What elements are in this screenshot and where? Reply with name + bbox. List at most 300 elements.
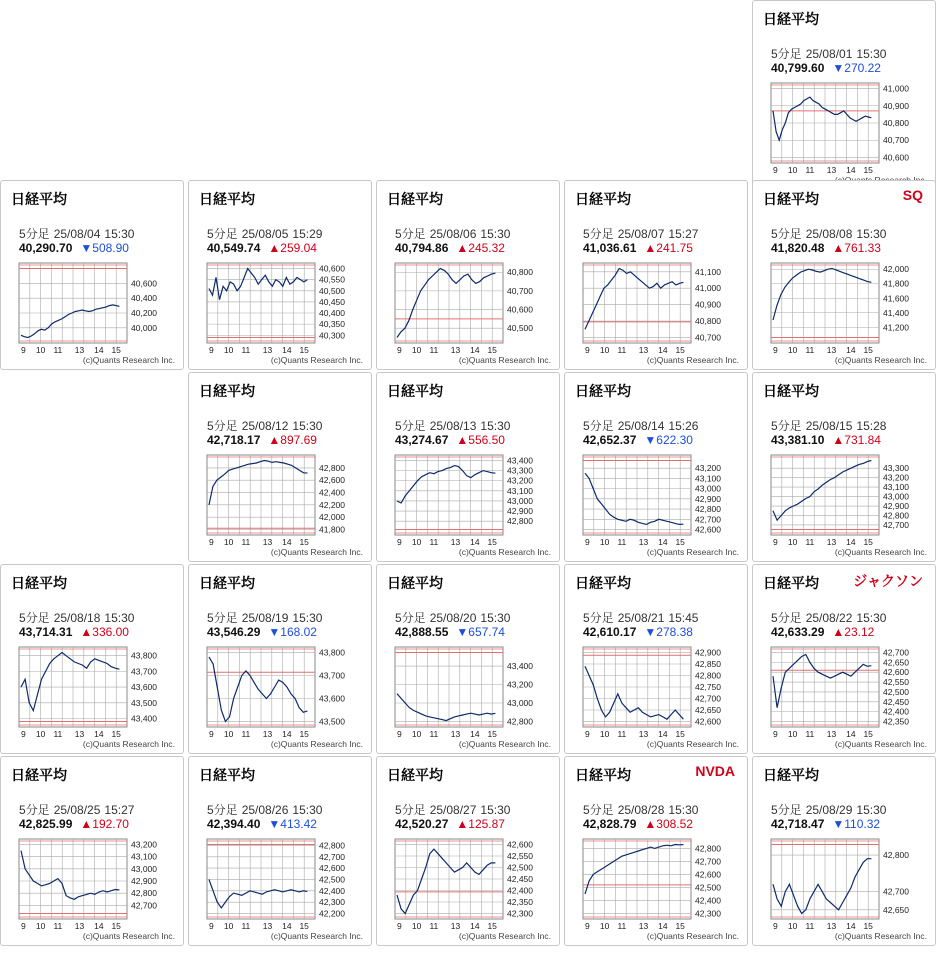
x-tick-label: 15 bbox=[863, 165, 873, 173]
x-tick-label: 11 bbox=[241, 345, 251, 353]
x-tick-label: 11 bbox=[617, 729, 627, 737]
y-tick-label: 40,800 bbox=[883, 118, 909, 128]
timestamp bbox=[771, 417, 890, 434]
y-tick-label: 42,900 bbox=[131, 876, 157, 887]
timestamp bbox=[771, 801, 890, 818]
y-tick-label: 43,300 bbox=[507, 465, 533, 476]
y-tick-label: 40,600 bbox=[883, 152, 909, 163]
price-box bbox=[207, 433, 317, 447]
copyright: (c)Quants Research Inc. bbox=[82, 739, 175, 749]
y-tick-label: 40,350 bbox=[319, 319, 345, 330]
intraday-chart bbox=[189, 641, 372, 737]
x-tick-label: 11 bbox=[617, 345, 627, 353]
time-label: 15:45 bbox=[668, 611, 699, 625]
x-tick-label: 10 bbox=[599, 921, 610, 929]
nikkei-panel bbox=[188, 564, 372, 754]
copyright: (c)Quants Research Inc. bbox=[270, 739, 363, 749]
y-tick-label: 41,800 bbox=[319, 524, 345, 535]
y-tick-label: 43,200 bbox=[883, 472, 909, 483]
intraday-chart bbox=[565, 449, 748, 545]
x-tick-label: 15 bbox=[299, 921, 309, 929]
x-tick-label: 13 bbox=[826, 921, 837, 929]
x-tick-label: 10 bbox=[223, 729, 234, 737]
close-price: 40,794.86 bbox=[395, 241, 449, 255]
y-tick-label: 42,700 bbox=[131, 900, 157, 911]
y-tick-label: 42,700 bbox=[319, 851, 345, 862]
x-tick-label: 15 bbox=[487, 921, 497, 929]
price-change: ▲897.69 bbox=[268, 433, 317, 447]
x-tick-label: 9 bbox=[208, 345, 214, 353]
x-tick-label: 15 bbox=[675, 729, 685, 737]
price-box bbox=[771, 817, 880, 831]
interval-label: 5分足 bbox=[395, 803, 426, 817]
timestamp bbox=[207, 801, 326, 818]
y-tick-label: 41,400 bbox=[883, 307, 909, 318]
interval-label: 5分足 bbox=[19, 611, 50, 625]
x-tick-label: 13 bbox=[74, 729, 85, 737]
x-tick-label: 14 bbox=[470, 921, 480, 929]
intraday-chart bbox=[565, 641, 748, 737]
close-price: 40,799.60 bbox=[771, 61, 825, 75]
price-change: ▲259.04 bbox=[268, 241, 317, 255]
x-tick-label: 13 bbox=[450, 729, 461, 737]
nikkei-panel bbox=[376, 372, 560, 562]
intraday-chart bbox=[753, 449, 936, 545]
x-tick-label: 11 bbox=[429, 537, 439, 545]
y-tick-label: 42,400 bbox=[319, 487, 345, 498]
price-box bbox=[207, 241, 317, 255]
y-tick-label: 42,800 bbox=[695, 843, 721, 854]
x-tick-label: 15 bbox=[675, 921, 685, 929]
date-label: 25/08/07 bbox=[617, 227, 665, 241]
close-price: 42,888.55 bbox=[395, 625, 449, 639]
date-label: 25/08/14 bbox=[617, 419, 665, 433]
panel-title: 日経平均 bbox=[199, 191, 255, 207]
panel-title: 日経平均 bbox=[387, 575, 443, 591]
price-change: ▲336.00 bbox=[80, 625, 129, 639]
x-tick-label: 9 bbox=[20, 345, 26, 353]
interval-label: 5分足 bbox=[583, 419, 614, 433]
x-tick-label: 15 bbox=[487, 537, 497, 545]
x-tick-label: 9 bbox=[208, 537, 214, 545]
x-tick-label: 13 bbox=[450, 921, 461, 929]
copyright: (c)Quants Research Inc. bbox=[270, 931, 363, 941]
x-tick-label: 14 bbox=[658, 345, 668, 353]
x-tick-label: 9 bbox=[20, 729, 26, 737]
y-tick-label: 42,450 bbox=[883, 696, 909, 707]
timestamp bbox=[583, 417, 702, 434]
close-price: 43,714.31 bbox=[19, 625, 73, 639]
interval-label: 5分足 bbox=[207, 803, 238, 817]
x-tick-label: 11 bbox=[429, 345, 439, 353]
time-label: 15:26 bbox=[668, 419, 699, 433]
price-change: ▲23.12 bbox=[832, 625, 875, 639]
y-tick-label: 43,300 bbox=[883, 463, 909, 474]
nikkei-panel bbox=[752, 180, 936, 370]
close-price: 42,610.17 bbox=[583, 625, 637, 639]
y-tick-label: 42,700 bbox=[883, 886, 909, 897]
y-tick-label: 41,000 bbox=[695, 283, 721, 294]
x-tick-label: 11 bbox=[617, 537, 627, 545]
y-tick-label: 42,800 bbox=[507, 716, 533, 727]
y-tick-label: 42,700 bbox=[695, 856, 721, 867]
x-tick-label: 15 bbox=[675, 345, 685, 353]
panel-title: 日経平均 bbox=[763, 11, 819, 27]
y-tick-label: 40,900 bbox=[695, 299, 721, 310]
y-tick-label: 42,500 bbox=[319, 874, 345, 885]
price-change: ▲245.32 bbox=[456, 241, 505, 255]
copyright: (c)Quants Research Inc. bbox=[834, 739, 927, 749]
interval-label: 5分足 bbox=[207, 419, 238, 433]
interval-label: 5分足 bbox=[583, 611, 614, 625]
x-tick-label: 13 bbox=[826, 165, 837, 173]
intraday-chart bbox=[377, 449, 560, 545]
time-label: 15:29 bbox=[292, 227, 323, 241]
interval-label: 5分足 bbox=[771, 611, 802, 625]
price-box bbox=[395, 817, 505, 831]
time-label: 15:30 bbox=[480, 419, 511, 433]
interval-label: 5分足 bbox=[395, 227, 426, 241]
x-tick-label: 14 bbox=[846, 345, 856, 353]
y-tick-label: 42,600 bbox=[883, 667, 909, 678]
x-tick-label: 9 bbox=[772, 729, 778, 737]
x-tick-label: 10 bbox=[787, 921, 798, 929]
y-tick-label: 42,800 bbox=[695, 504, 721, 515]
panel-title: 日経平均 bbox=[199, 575, 255, 591]
y-tick-label: 42,500 bbox=[883, 686, 909, 697]
copyright: (c)Quants Research Inc. bbox=[458, 739, 551, 749]
x-tick-label: 10 bbox=[599, 537, 610, 545]
x-tick-label: 15 bbox=[487, 345, 497, 353]
x-tick-label: 15 bbox=[863, 921, 873, 929]
time-label: 15:30 bbox=[856, 227, 887, 241]
x-tick-label: 9 bbox=[584, 537, 590, 545]
x-tick-label: 9 bbox=[396, 729, 402, 737]
intraday-chart bbox=[189, 257, 372, 353]
panel-title: 日経平均 bbox=[575, 575, 631, 591]
y-tick-label: 42,400 bbox=[319, 885, 345, 896]
timestamp bbox=[207, 225, 326, 242]
copyright: (c)Quants Research Inc. bbox=[834, 931, 927, 941]
x-tick-label: 10 bbox=[787, 537, 798, 545]
price-change: ▲125.87 bbox=[456, 817, 505, 831]
timestamp bbox=[395, 609, 514, 626]
timestamp bbox=[19, 609, 138, 626]
price-change: ▼270.22 bbox=[832, 61, 881, 75]
x-tick-label: 10 bbox=[411, 345, 422, 353]
y-tick-label: 42,700 bbox=[883, 647, 909, 658]
x-tick-label: 11 bbox=[53, 921, 63, 929]
y-tick-label: 42,650 bbox=[883, 904, 909, 915]
x-tick-label: 10 bbox=[35, 921, 46, 929]
time-label: 15:27 bbox=[104, 803, 135, 817]
x-tick-label: 9 bbox=[772, 537, 778, 545]
copyright: (c)Quants Research Inc. bbox=[646, 547, 739, 557]
panel-title: 日経平均 bbox=[11, 767, 67, 783]
y-tick-label: 41,000 bbox=[883, 83, 909, 94]
x-tick-label: 14 bbox=[282, 921, 292, 929]
y-tick-label: 40,800 bbox=[507, 267, 533, 278]
x-tick-label: 15 bbox=[863, 537, 873, 545]
intraday-chart bbox=[377, 257, 560, 353]
price-box bbox=[771, 625, 874, 639]
x-tick-label: 13 bbox=[826, 537, 837, 545]
y-tick-label: 42,650 bbox=[883, 657, 909, 668]
y-tick-label: 42,350 bbox=[507, 896, 533, 907]
copyright: (c)Quants Research Inc. bbox=[646, 931, 739, 941]
price-box bbox=[19, 241, 129, 255]
y-tick-label: 42,600 bbox=[695, 524, 721, 535]
time-label: 15:27 bbox=[668, 227, 699, 241]
price-change: ▼278.38 bbox=[644, 625, 693, 639]
price-box bbox=[771, 61, 881, 75]
y-tick-label: 42,750 bbox=[695, 682, 721, 692]
interval-label: 5分足 bbox=[207, 611, 238, 625]
date-label: 25/08/27 bbox=[429, 803, 477, 817]
nikkei-panel bbox=[752, 564, 936, 754]
time-label: 15:30 bbox=[292, 803, 323, 817]
y-tick-label: 43,600 bbox=[319, 693, 345, 704]
timestamp bbox=[395, 417, 514, 434]
y-tick-label: 42,900 bbox=[507, 506, 533, 517]
date-label: 25/08/19 bbox=[241, 611, 289, 625]
price-change: ▲308.52 bbox=[644, 817, 693, 831]
interval-label: 5分足 bbox=[19, 803, 50, 817]
time-label: 15:30 bbox=[856, 611, 887, 625]
y-tick-label: 43,700 bbox=[319, 670, 345, 681]
interval-label: 5分足 bbox=[19, 227, 50, 241]
y-tick-label: 42,400 bbox=[695, 895, 721, 906]
price-box bbox=[771, 241, 881, 255]
date-label: 25/08/28 bbox=[617, 803, 665, 817]
intraday-chart bbox=[753, 641, 936, 737]
panel-title: 日経平均 bbox=[763, 575, 819, 591]
x-tick-label: 15 bbox=[863, 729, 873, 737]
price-change: ▲241.75 bbox=[644, 241, 693, 255]
nikkei-panel bbox=[564, 372, 748, 562]
y-tick-label: 42,700 bbox=[695, 693, 721, 704]
x-tick-label: 11 bbox=[805, 537, 815, 545]
x-tick-label: 14 bbox=[470, 537, 480, 545]
y-tick-label: 43,000 bbox=[507, 697, 533, 708]
interval-label: 5分足 bbox=[771, 419, 802, 433]
close-price: 42,633.29 bbox=[771, 625, 825, 639]
x-tick-label: 15 bbox=[487, 729, 497, 737]
x-tick-label: 14 bbox=[282, 345, 292, 353]
x-tick-label: 10 bbox=[411, 537, 422, 545]
x-tick-label: 14 bbox=[94, 729, 104, 737]
date-label: 25/08/01 bbox=[805, 47, 853, 61]
timestamp bbox=[395, 801, 514, 818]
close-price: 42,718.47 bbox=[771, 817, 825, 831]
x-tick-label: 14 bbox=[282, 537, 292, 545]
panel-title: 日経平均 bbox=[763, 383, 819, 399]
x-tick-label: 10 bbox=[411, 729, 422, 737]
x-tick-label: 10 bbox=[787, 345, 798, 353]
x-tick-label: 10 bbox=[223, 537, 234, 545]
nikkei-panel bbox=[188, 372, 372, 562]
price-box bbox=[207, 625, 317, 639]
x-tick-label: 11 bbox=[617, 921, 627, 929]
timestamp bbox=[583, 609, 702, 626]
y-tick-label: 42,800 bbox=[883, 510, 909, 521]
x-tick-label: 13 bbox=[74, 345, 85, 353]
copyright: (c)Quants Research Inc. bbox=[458, 931, 551, 941]
time-label: 15:30 bbox=[292, 419, 323, 433]
price-box bbox=[771, 433, 881, 447]
y-tick-label: 42,350 bbox=[883, 716, 909, 727]
intraday-chart bbox=[189, 449, 372, 545]
price-box bbox=[395, 241, 505, 255]
y-tick-label: 42,300 bbox=[695, 908, 721, 919]
x-tick-label: 11 bbox=[429, 729, 439, 737]
y-tick-label: 41,600 bbox=[883, 293, 909, 304]
panel-title: 日経平均 bbox=[387, 767, 443, 783]
price-box bbox=[207, 817, 317, 831]
intraday-chart bbox=[377, 641, 560, 737]
interval-label: 5分足 bbox=[771, 227, 802, 241]
nikkei-panel bbox=[376, 756, 560, 946]
intraday-chart bbox=[377, 833, 560, 929]
x-tick-label: 14 bbox=[94, 921, 104, 929]
nikkei-panel bbox=[564, 180, 748, 370]
date-label: 25/08/15 bbox=[805, 419, 853, 433]
y-tick-label: 43,100 bbox=[883, 482, 909, 493]
date-label: 25/08/04 bbox=[53, 227, 101, 241]
y-tick-label: 42,900 bbox=[695, 647, 721, 658]
y-tick-label: 42,300 bbox=[507, 908, 533, 919]
nikkei-panel bbox=[752, 756, 936, 946]
price-change: ▲556.50 bbox=[456, 433, 505, 447]
y-tick-label: 43,200 bbox=[507, 475, 533, 486]
x-tick-label: 13 bbox=[262, 729, 273, 737]
panel-title: 日経平均 bbox=[387, 383, 443, 399]
time-label: 15:30 bbox=[104, 227, 135, 241]
interval-label: 5分足 bbox=[583, 227, 614, 241]
y-tick-label: 42,650 bbox=[695, 704, 721, 715]
price-change: ▼622.30 bbox=[644, 433, 693, 447]
x-tick-label: 14 bbox=[658, 537, 668, 545]
panel-title: 日経平均 bbox=[763, 191, 819, 207]
y-tick-label: 42,200 bbox=[319, 499, 345, 510]
y-tick-label: 42,800 bbox=[883, 850, 909, 861]
price-box bbox=[395, 625, 505, 639]
price-change: ▲192.70 bbox=[80, 817, 129, 831]
y-tick-label: 42,800 bbox=[131, 888, 157, 899]
x-tick-label: 9 bbox=[584, 345, 590, 353]
y-tick-label: 42,600 bbox=[695, 869, 721, 880]
close-price: 40,290.70 bbox=[19, 241, 73, 255]
intraday-chart bbox=[1, 833, 184, 929]
panel-title: 日経平均 bbox=[11, 575, 67, 591]
time-label: 15:30 bbox=[668, 803, 699, 817]
y-tick-label: 40,600 bbox=[507, 304, 533, 315]
x-tick-label: 11 bbox=[429, 921, 439, 929]
timestamp bbox=[19, 225, 138, 242]
y-tick-label: 42,000 bbox=[883, 264, 909, 275]
panel-title: 日経平均 bbox=[199, 383, 255, 399]
panel-title: 日経平均 bbox=[575, 191, 631, 207]
y-tick-label: 42,600 bbox=[319, 863, 345, 874]
y-tick-label: 43,800 bbox=[131, 650, 157, 661]
y-tick-label: 40,800 bbox=[695, 316, 721, 327]
timestamp bbox=[583, 225, 702, 242]
time-label: 15:30 bbox=[480, 227, 511, 241]
price-box bbox=[395, 433, 505, 447]
x-tick-label: 9 bbox=[584, 729, 590, 737]
time-label: 15:30 bbox=[856, 47, 887, 61]
y-tick-label: 43,100 bbox=[131, 851, 157, 862]
x-tick-label: 15 bbox=[111, 729, 121, 737]
copyright: (c)Quants Research Inc. bbox=[270, 355, 363, 365]
intraday-chart bbox=[753, 257, 936, 353]
copyright: (c)Quants Research Inc. bbox=[82, 931, 175, 941]
event-tag: NVDA bbox=[695, 763, 735, 779]
x-tick-label: 15 bbox=[299, 345, 309, 353]
x-tick-label: 9 bbox=[772, 921, 778, 929]
y-tick-label: 42,800 bbox=[319, 840, 345, 851]
x-tick-label: 13 bbox=[450, 345, 461, 353]
interval-label: 5分足 bbox=[583, 803, 614, 817]
time-label: 15:30 bbox=[292, 611, 323, 625]
time-label: 15:30 bbox=[480, 803, 511, 817]
y-tick-label: 40,400 bbox=[131, 293, 157, 304]
copyright: (c)Quants Research Inc. bbox=[270, 547, 363, 557]
x-tick-label: 15 bbox=[299, 729, 309, 737]
y-tick-label: 42,400 bbox=[883, 706, 909, 717]
y-tick-label: 42,700 bbox=[695, 514, 721, 525]
close-price: 43,274.67 bbox=[395, 433, 449, 447]
y-tick-label: 42,500 bbox=[507, 862, 533, 873]
x-tick-label: 11 bbox=[241, 921, 251, 929]
y-tick-label: 42,450 bbox=[507, 874, 533, 884]
price-change: ▼508.90 bbox=[80, 241, 129, 255]
x-tick-label: 14 bbox=[846, 537, 856, 545]
y-tick-label: 42,600 bbox=[319, 475, 345, 486]
panel-title: 日経平均 bbox=[387, 191, 443, 207]
x-tick-label: 14 bbox=[470, 729, 480, 737]
y-tick-label: 42,000 bbox=[319, 512, 345, 523]
x-tick-label: 13 bbox=[262, 345, 273, 353]
y-tick-label: 40,700 bbox=[695, 332, 721, 343]
close-price: 42,520.27 bbox=[395, 817, 449, 831]
x-tick-label: 9 bbox=[772, 165, 778, 173]
interval-label: 5分足 bbox=[395, 419, 426, 433]
close-price: 42,718.17 bbox=[207, 433, 261, 447]
nikkei-panel bbox=[376, 564, 560, 754]
y-tick-label: 40,000 bbox=[131, 322, 157, 333]
interval-label: 5分足 bbox=[771, 47, 802, 61]
x-tick-label: 9 bbox=[584, 921, 590, 929]
y-tick-label: 40,200 bbox=[131, 308, 157, 319]
date-label: 25/08/06 bbox=[429, 227, 477, 241]
y-tick-label: 43,600 bbox=[131, 682, 157, 693]
timestamp bbox=[771, 45, 890, 62]
x-tick-label: 10 bbox=[223, 345, 234, 353]
x-tick-label: 13 bbox=[262, 921, 273, 929]
y-tick-label: 43,400 bbox=[131, 713, 157, 724]
x-tick-label: 13 bbox=[638, 921, 649, 929]
y-tick-label: 43,100 bbox=[507, 485, 533, 496]
y-tick-label: 40,550 bbox=[319, 274, 345, 285]
x-tick-label: 10 bbox=[599, 345, 610, 353]
y-tick-label: 42,700 bbox=[883, 519, 909, 530]
x-tick-label: 9 bbox=[396, 345, 402, 353]
close-price: 42,825.99 bbox=[19, 817, 73, 831]
x-tick-label: 13 bbox=[638, 729, 649, 737]
y-tick-label: 42,400 bbox=[507, 885, 533, 896]
y-tick-label: 41,200 bbox=[883, 322, 909, 333]
